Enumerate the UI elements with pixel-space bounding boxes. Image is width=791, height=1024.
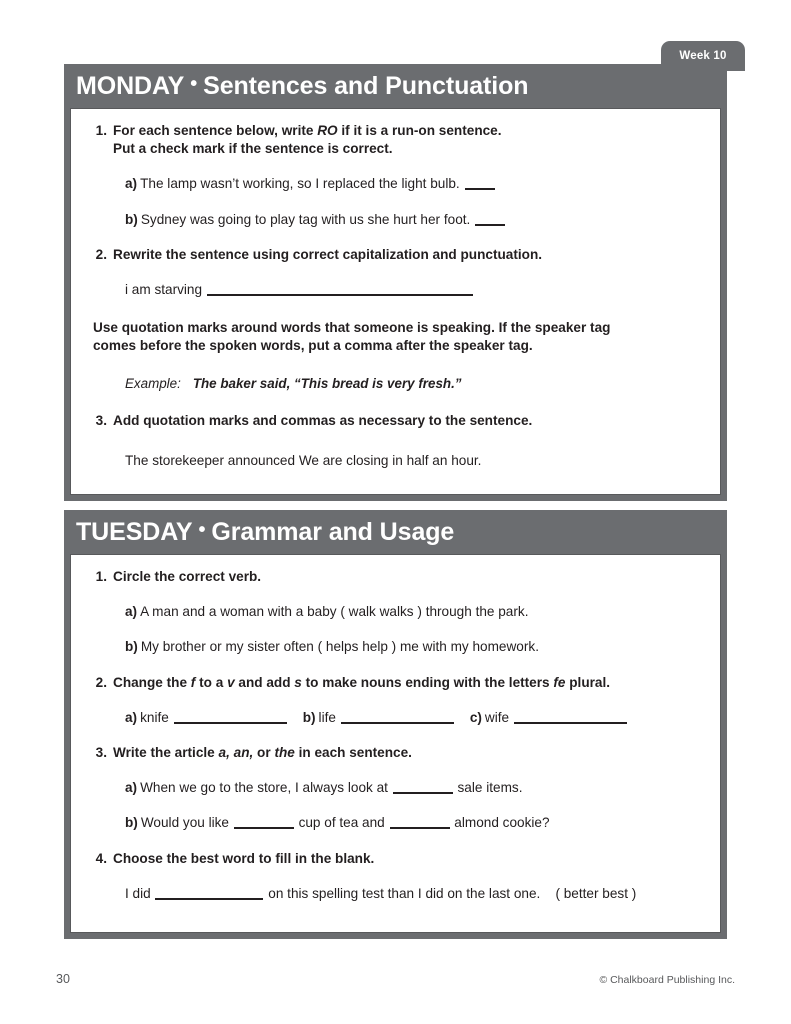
tue-question-4-post: on this spelling test than I did on the last one. xyxy=(268,885,541,901)
tue-q2-italic-s: s xyxy=(294,674,302,690)
tue-question-1 xyxy=(87,568,704,586)
example-label: Example: xyxy=(125,375,181,391)
tue-q2-part1: Change the xyxy=(113,674,191,690)
copyright-notice: © Chalkboard Publishing Inc. xyxy=(599,974,735,986)
question-2-number: 2. xyxy=(95,246,107,262)
question-1-text xyxy=(113,122,704,158)
tue-question-2c-label: c) xyxy=(469,709,482,725)
tue-question-1b[interactable] xyxy=(87,638,704,656)
tue-question-1a-label: a) xyxy=(125,604,138,620)
question-2-answer-prefix: i am starving xyxy=(125,282,203,298)
answer-blank-tue-4[interactable] xyxy=(155,898,263,900)
tue-question-2a-word: knife xyxy=(140,709,169,725)
question-1a xyxy=(87,175,704,193)
question-1a-label: a) xyxy=(125,176,138,192)
tue-question-1a-text: A man and a woman with a baby ( walk walks ) through the park. xyxy=(140,604,529,620)
question-1b-text: Sydney was going to play tag with us she hurt her foot. xyxy=(140,211,471,227)
tue-q2-part2: to a xyxy=(195,674,228,690)
week-badge-label: Week 10 xyxy=(679,50,727,62)
tue-question-2c-word: wife xyxy=(484,709,510,725)
question-1-number: 1. xyxy=(95,123,107,138)
tue-question-4-choices[interactable]: ( better best ) xyxy=(555,885,637,901)
answer-blank-1b[interactable] xyxy=(475,224,505,226)
answer-blank-tue-3b-1[interactable] xyxy=(234,827,294,829)
question-3 xyxy=(87,412,704,430)
tue-question-2 xyxy=(87,674,704,692)
tue-question-3b-label: b) xyxy=(125,815,138,831)
day-topic-monday: Sentences and Punctuation xyxy=(203,71,529,100)
tue-question-3-text xyxy=(113,744,704,762)
tue-question-1-text: Circle the correct verb. xyxy=(113,569,262,584)
tue-question-4-number: 4. xyxy=(95,850,107,866)
tue-question-4-sentence xyxy=(87,885,704,903)
answer-blank-tue-2a[interactable] xyxy=(174,722,287,724)
day-section-monday xyxy=(64,64,727,501)
tue-question-1-number: 1. xyxy=(95,569,107,584)
question-3-number: 3. xyxy=(95,412,107,428)
answer-blank-tue-3a[interactable] xyxy=(393,792,453,794)
tue-q2-italic-v: v xyxy=(227,674,235,690)
tue-question-3a-pre: When we go to the store, I always look at xyxy=(140,780,388,796)
question-1b-label: b) xyxy=(125,211,138,227)
day-body-tuesday xyxy=(70,554,721,933)
tue-question-2-text xyxy=(113,674,704,692)
question-2-answer-line xyxy=(87,281,704,299)
tue-q2-italic-fe: fe xyxy=(553,674,566,690)
bullet-separator-icon: • xyxy=(198,518,206,541)
tue-question-3 xyxy=(87,744,704,762)
tue-q2-part3: and add xyxy=(234,674,295,690)
tue-question-2-answers xyxy=(87,709,704,727)
tue-question-4 xyxy=(87,850,704,868)
answer-blank-1a[interactable] xyxy=(465,188,495,190)
tue-question-2b-word: life xyxy=(318,709,336,725)
question-1-line1-part1: For each sentence below, write xyxy=(113,123,318,138)
tue-question-3b-post: almond cookie? xyxy=(454,815,550,831)
tue-question-1b-text: My brother or my sister often ( helps help ) me with my homework. xyxy=(140,639,539,655)
tue-q3-italic-a-an: a, an, xyxy=(218,745,254,761)
page-number: 30 xyxy=(56,972,70,986)
tue-question-3a xyxy=(87,779,704,797)
question-1-ro-italic: RO xyxy=(317,123,338,138)
tue-question-3-number: 3. xyxy=(95,745,107,761)
bullet-separator-icon: • xyxy=(190,72,198,95)
tue-question-2a-label: a) xyxy=(125,709,138,725)
example-text: The baker said, “This bread is very fresh.” xyxy=(192,375,462,391)
quotation-rule-note-line1: Use quotation marks around words that someone is speaking. If the speaker tag xyxy=(93,320,611,336)
question-3-text: Add quotation marks and commas as necessary to the sentence. xyxy=(113,412,533,428)
answer-blank-tue-2b[interactable] xyxy=(341,722,454,724)
page-footer xyxy=(0,972,791,994)
tue-question-3b-pre: Would you like xyxy=(140,815,229,831)
tue-q2-part4: to make nouns ending with the letters xyxy=(301,674,554,690)
day-body-monday xyxy=(70,108,721,495)
quotation-rule-note-line2: comes before the spoken words, put a comma after the speaker tag. xyxy=(93,338,533,354)
question-1b xyxy=(87,211,704,229)
answer-blank-tue-2c[interactable] xyxy=(514,722,627,724)
tue-question-4-pre: I did xyxy=(125,885,151,901)
tue-question-2b-label: b) xyxy=(302,709,316,725)
tue-q3-part2: or xyxy=(253,745,275,761)
tue-question-3a-post: sale items. xyxy=(457,780,523,796)
day-label-tuesday: TUESDAY xyxy=(76,517,193,546)
day-label-monday: MONDAY xyxy=(76,71,185,100)
day-topic-tuesday: Grammar and Usage xyxy=(211,517,455,546)
day-section-tuesday xyxy=(64,510,727,939)
tue-q3-italic-the: the xyxy=(274,745,295,761)
quotation-rule-note xyxy=(87,319,704,355)
question-1-line1-part2: if it is a run-on sentence. xyxy=(337,123,502,138)
question-1-line2: Put a check mark if the sentence is correct. xyxy=(113,141,393,157)
answer-blank-tue-3b-2[interactable] xyxy=(390,827,450,829)
question-1 xyxy=(87,122,704,158)
question-3-sentence[interactable]: The storekeeper announced We are closing in half an hour. xyxy=(125,452,482,468)
tue-question-4-text: Choose the best word to fill in the blank. xyxy=(113,850,375,866)
day-header-tuesday xyxy=(64,510,727,554)
tue-q3-part1: Write the article xyxy=(113,745,219,761)
tue-question-3b xyxy=(87,814,704,832)
tue-question-3b-mid: cup of tea and xyxy=(298,815,385,831)
tue-q3-part3: in each sentence. xyxy=(294,745,412,761)
answer-blank-2[interactable] xyxy=(207,294,473,296)
tue-question-1b-label: b) xyxy=(125,639,138,655)
question-1a-text: The lamp wasn’t working, so I replaced the light bulb. xyxy=(140,176,460,192)
example-line xyxy=(87,375,704,393)
question-2 xyxy=(87,246,704,264)
tue-question-2-number: 2. xyxy=(95,674,107,690)
question-2-text: Rewrite the sentence using correct capitalization and punctuation. xyxy=(113,246,543,262)
tue-q2-italic-f: f xyxy=(190,674,196,690)
tue-question-1a[interactable] xyxy=(87,603,704,621)
tue-question-3a-label: a) xyxy=(125,780,138,796)
week-badge xyxy=(661,41,745,71)
tue-q2-part5: plural. xyxy=(565,674,611,690)
day-header-monday xyxy=(64,64,727,108)
